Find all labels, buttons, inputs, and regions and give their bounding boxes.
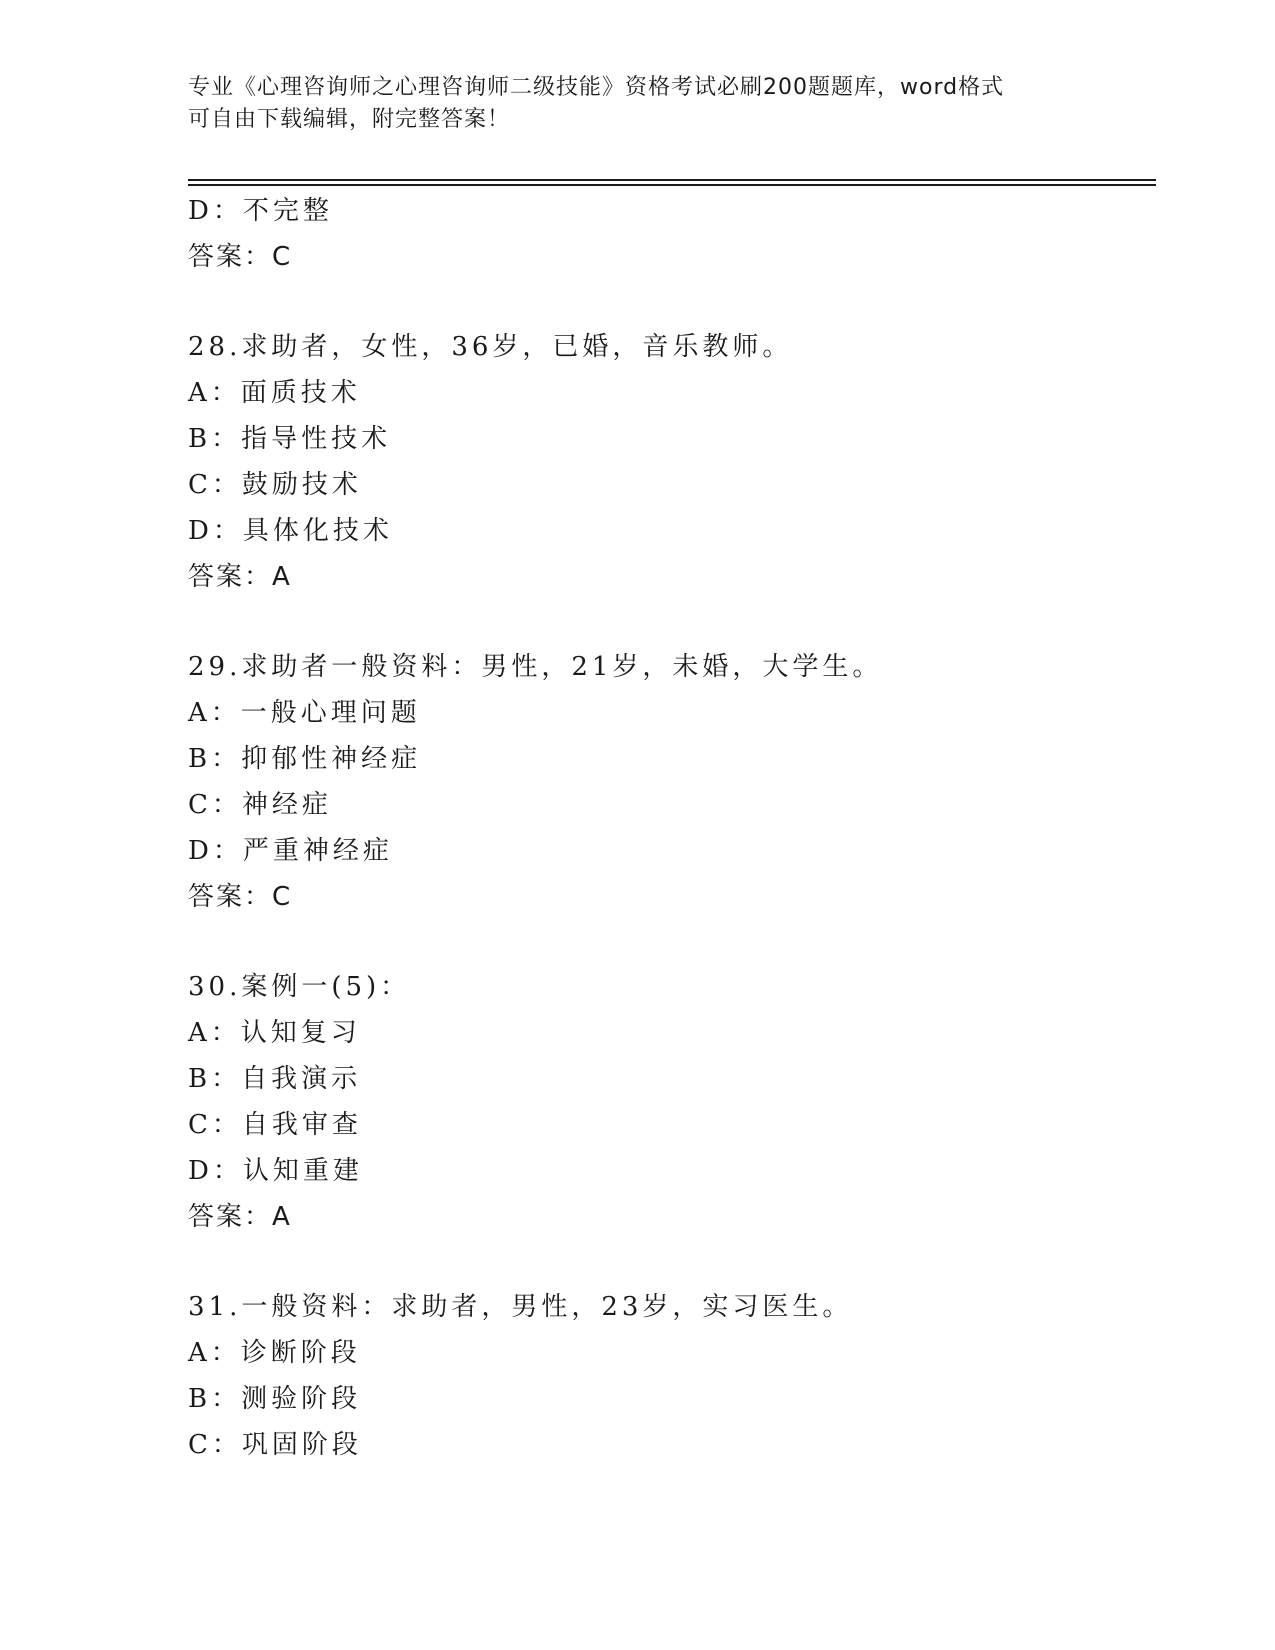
question-30 — [188, 964, 1156, 1240]
spacer — [188, 1240, 1156, 1284]
document-header — [188, 72, 1088, 136]
option-c: C：巩固阶段 — [188, 1430, 362, 1460]
option-d: D：不完整 — [188, 196, 333, 226]
option-b: B：自我演示 — [188, 1064, 362, 1094]
option-b: B：抑郁性神经症 — [188, 744, 422, 774]
question-31 — [188, 1284, 1156, 1468]
answer-line: 答案：A — [188, 562, 292, 592]
spacer — [188, 920, 1156, 964]
option-b: B：测验阶段 — [188, 1384, 362, 1414]
answer-line: 答案：C — [188, 242, 293, 272]
header-rule-top — [188, 179, 1156, 181]
question-title: 30.案例一(5)： — [188, 972, 411, 1002]
question-title: 28.求助者，女性，36岁，已婚，音乐教师。 — [188, 332, 793, 362]
option-a: A：面质技术 — [188, 378, 361, 408]
question-title: 31.一般资料：求助者，男性，23岁，实习医生。 — [188, 1292, 853, 1322]
option-d: D：认知重建 — [188, 1156, 363, 1186]
header-line-1: 专业《心理咨询师之心理咨询师二级技能》资格考试必刷200题题库，word格式 — [188, 75, 1005, 100]
option-b: B：指导性技术 — [188, 424, 392, 454]
answer-line: 答案：C — [188, 882, 293, 912]
header-rule-bottom — [188, 184, 1156, 186]
answer-line: 答案：A — [188, 1202, 292, 1232]
option-a: A：诊断阶段 — [188, 1338, 361, 1368]
question-title: 29.求助者一般资料：男性，21岁，未婚，大学生。 — [188, 652, 883, 682]
option-c: C：鼓励技术 — [188, 470, 362, 500]
question-list — [188, 188, 1156, 1468]
question-29 — [188, 644, 1156, 920]
spacer — [188, 600, 1156, 644]
option-a: A：一般心理问题 — [188, 698, 421, 728]
question-28 — [188, 324, 1156, 600]
spacer — [188, 280, 1156, 324]
option-d: D：具体化技术 — [188, 516, 393, 546]
option-c: C：自我审查 — [188, 1110, 362, 1140]
option-c: C：神经症 — [188, 790, 332, 820]
option-a: A：认知复习 — [188, 1018, 361, 1048]
option-d: D：严重神经症 — [188, 836, 393, 866]
header-line-2: 可自由下载编辑，附完整答案！ — [188, 107, 511, 132]
